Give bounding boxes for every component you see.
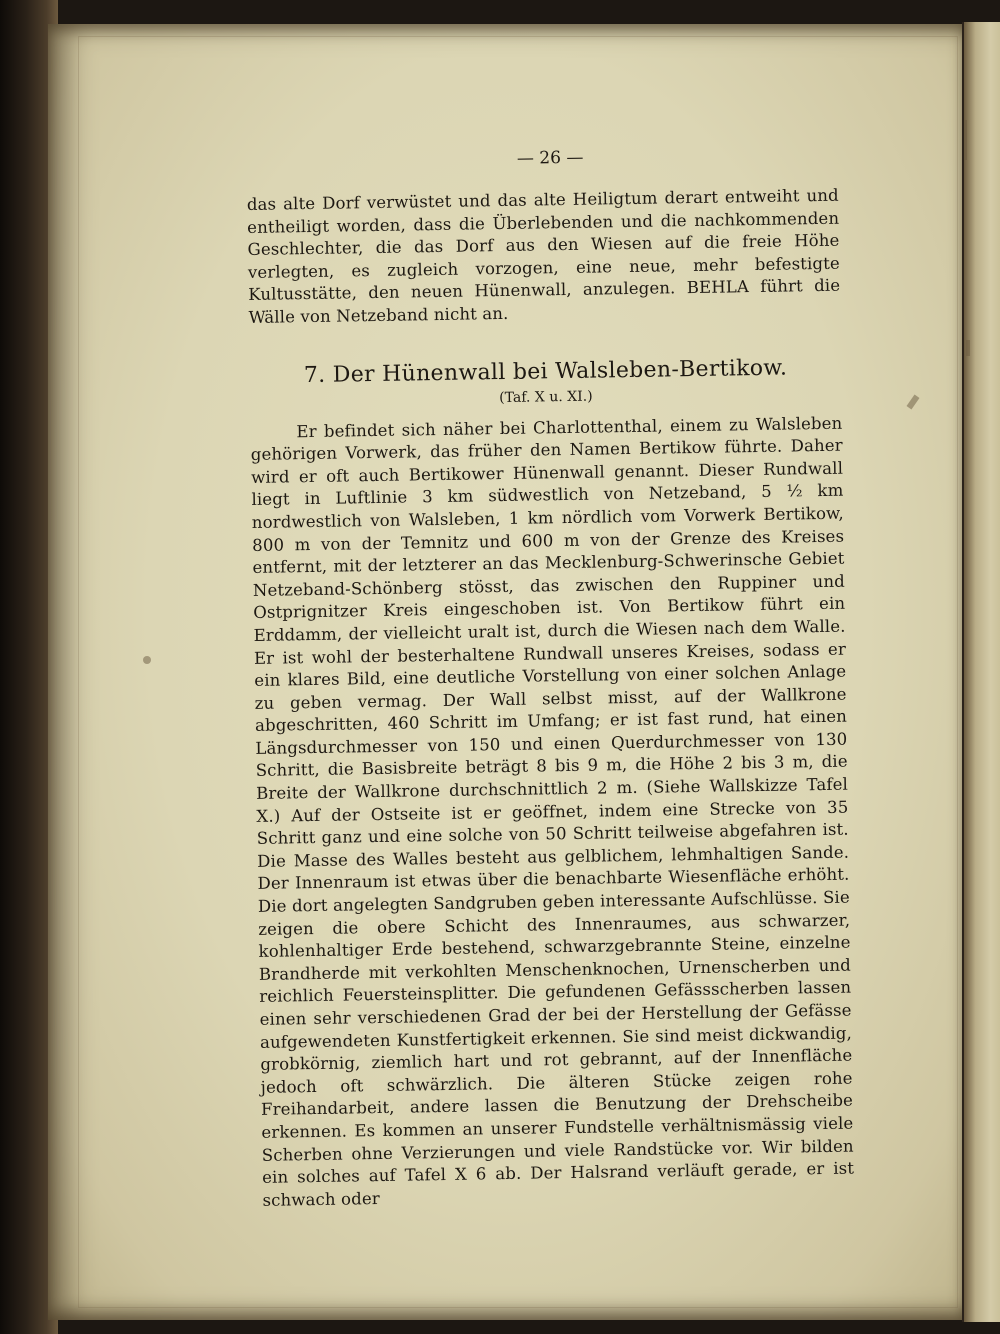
paper-mark: [966, 340, 970, 356]
section-plate-reference: (Taf. X u. XI.): [499, 388, 593, 406]
main-paragraph: Er befindet sich näher bei Charlottenthal, einem zu Walsleben gehörigen Vorwerk, das früher den Namen Bertikow führte. Daher wird er oft auch Bertikower Hünenwall genannt. Dieser Rundwall liegt in Luftlinie 3 km südwestlich von Netzeband, 5 ½ km nordwestlich von Walsleben, 1 km nördlich vom Vorwerk Bertikow, 800 m von der Temnitz und 600 m von der Grenze des Kreises entfernt, mit der letzterer an das Mecklenburg-Schwerinsche Gebiet Netzeband-Schönberg stösst, das zwischen den Ruppiner und Ostprignitzer Kreis eingeschoben ist. Von Bertikow führt ein Erddamm, der vielleicht uralt ist, durch die Wiesen nach dem Walle. Er ist wohl der besterhaltene Rundwall unseres Kreises, sodass er ein klares Bild, eine deutliche Vorstellung von einer solchen Anlage zu geben vermag. Der Wall selbst misst, auf der Wallkrone abgeschritten, 460 Schritt im Umfang; er ist fast rund, hat einen Längsdurchmesser von 150 und einen Querdurchmesser von 130 Schritt, die Basisbreite beträgt 8 bis 9 m, die Höhe 2 bis 3 m, die Breite der Wallkrone durchschnittlich 2 m. (Siehe Wallskizze Tafel X.) Auf der Ostseite ist er geöffnet, indem eine Strecke von 35 Schritt ganz und eine solche von 50 Schritt teilweise abgefahren ist. Die Masse des Walles besteht aus gelblichem, lehmhaltigen Sande. Der Innenraum ist etwas über die benachbarte Wiesenfläche erhöht. Die dort angelegten Sandgruben geben interessante Aufschlüsse. Sie zeigen die obere Schicht des Innenraumes, aus schwarzer, kohlenhaltiger Erde bestehend, schwarzgebrannte Steine, einzelne Brandherde mit verkohlten Menschenknochen, Urnenscherben und reichlich Feuersteinsplitter. Die gefundenen Gefässscherben lassen einen sehr verschiedenen Grad der bei der Herstellung der Gefässe aufgewendeten Kunstfertigkeit erkennen. Sie sind meist dickwandig, grobkörnig, ziemlich hart und rot gebrannt, auf der Innenfläche jedoch oft schwärzlich. Die älteren Stücke zeigen rohe Freihandarbeit, andere lassen die Benutzung der Drehscheibe erkennen. Es kommen an unserer Fundstelle verhältnismässig viele Scherben ohne Verzierungen und viele Randstücke vor. Wir bilden ein solches auf Tafel X 6 ab. Der Halsrand verläuft gerade, er ist schwach oder: [250, 413, 855, 1210]
page-number: — 26 —: [516, 147, 584, 169]
intro-paragraph: das alte Dorf verwüstet und das alte Heiligtum derart entweiht und entheiligt worden, dass die Überlebenden und die nachkommenden Geschlechter, die das Dorf aus den Wiesen auf die freie Höhe verlegten, es zugleich vorzogen, eine neue, mehr befestigte Kultusstätte, den neuen Hünenwall, anzulegen. BEHLA führt die Wälle von Netzeband nicht an.: [246, 185, 841, 327]
paper-mark: [964, 120, 967, 160]
section-heading: 7. Der Hünenwall bei Walsleben-Bertikow.: [303, 355, 788, 388]
paper-mark: [143, 656, 151, 664]
page-text: [246, 141, 855, 1213]
facing-page-edge: [962, 22, 1000, 1322]
